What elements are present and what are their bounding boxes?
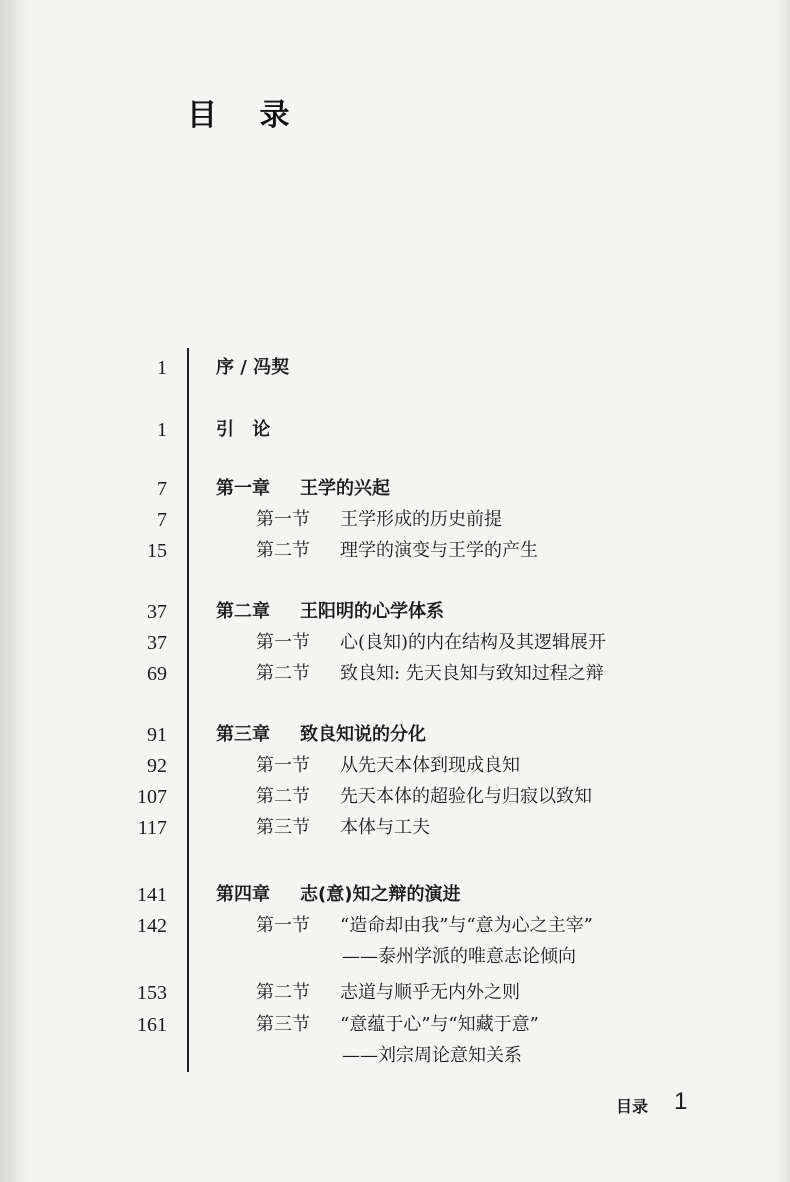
- section-subtitle: ——刘宗周论意知关系: [342, 1045, 522, 1066]
- section-heading: [256, 536, 538, 566]
- section-title: 先天本体的超验化与归寂以致知: [340, 786, 592, 807]
- chapter-title: 志(意)知之辩的演进: [300, 884, 461, 905]
- chapter-heading: [216, 720, 426, 750]
- section-heading: [256, 782, 592, 812]
- toc-row-subtitle: [0, 942, 790, 972]
- section-heading: [256, 628, 606, 658]
- section-title: 理学的演变与王学的产生: [340, 540, 538, 561]
- section-title: 志道与顺乎无内外之则: [340, 982, 520, 1003]
- toc-row-section[interactable]: [0, 659, 790, 689]
- page-number: 37: [147, 601, 167, 623]
- section-title: “意蕴于心”与“知藏于意”: [340, 1014, 539, 1035]
- toc-row-chapter-1[interactable]: [0, 474, 790, 504]
- page-number: 91: [147, 724, 167, 746]
- section-heading: [256, 978, 520, 1008]
- section-title: 心(良知)的内在结构及其逻辑展开: [340, 632, 607, 653]
- toc-row-chapter-2[interactable]: [0, 597, 790, 627]
- page-number: 92: [147, 755, 167, 777]
- page-number: 117: [137, 817, 167, 839]
- toc-row-section[interactable]: [0, 978, 790, 1008]
- page-number: 107: [137, 786, 167, 808]
- toc-row-section[interactable]: [0, 813, 790, 843]
- section-heading: [256, 911, 593, 941]
- section-heading: [256, 505, 502, 535]
- running-footer-title: 目录: [616, 1097, 649, 1116]
- toc-row-subtitle: [0, 1041, 790, 1071]
- chapter-label: 第三章: [216, 724, 270, 745]
- section-label: 第二节: [256, 786, 310, 807]
- page-number: 1: [157, 357, 167, 379]
- section-title: 致良知: 先天良知与致知过程之辩: [340, 663, 604, 684]
- page-number: 15: [147, 540, 167, 562]
- section-heading: [256, 751, 520, 781]
- toc-row-section[interactable]: [0, 536, 790, 566]
- page-number: 69: [147, 663, 167, 685]
- section-title: 王学形成的历史前提: [340, 509, 502, 530]
- chapter-title: 王学的兴起: [300, 478, 390, 499]
- section-title: 从先天本体到现成良知: [340, 755, 520, 776]
- toc-row-section[interactable]: [0, 782, 790, 812]
- section-label: 第二节: [256, 663, 310, 684]
- section-title: “造命却由我”与“意为心之主宰”: [340, 915, 593, 936]
- chapter-title: 致良知说的分化: [300, 724, 426, 745]
- section-label: 第三节: [256, 817, 310, 838]
- toc-row-section[interactable]: [0, 505, 790, 535]
- section-heading: [256, 813, 430, 843]
- toc-row-chapter-3[interactable]: [0, 720, 790, 750]
- section-label: 第三节: [256, 1014, 310, 1035]
- toc-row-section[interactable]: [0, 751, 790, 781]
- section-label: 第一节: [256, 915, 310, 936]
- section-label: 第一节: [256, 755, 310, 776]
- page-number: 7: [157, 509, 167, 531]
- toc-row-section[interactable]: [0, 1010, 790, 1040]
- page-number: 37: [147, 632, 167, 654]
- toc-row-section[interactable]: [0, 628, 790, 658]
- chapter-label: 第一章: [216, 478, 270, 499]
- chapter-heading: [216, 474, 390, 504]
- page-number: 142: [137, 915, 167, 937]
- section-heading: [256, 1010, 539, 1040]
- section-subtitle: ——泰州学派的唯意志论倾向: [342, 946, 576, 967]
- toc-row-introduction[interactable]: [0, 415, 790, 445]
- chapter-label: 第四章: [216, 884, 270, 905]
- page-number: 7: [157, 478, 167, 500]
- toc-row-chapter-4[interactable]: [0, 880, 790, 910]
- preface-title: 序 / 冯契: [216, 357, 290, 378]
- chapter-label: 第二章: [216, 601, 270, 622]
- introduction-title: 引 论: [216, 419, 277, 440]
- section-heading: [256, 659, 604, 689]
- chapter-title: 王阳明的心学体系: [300, 601, 444, 622]
- page-number: 153: [137, 982, 167, 1004]
- page-number: 161: [137, 1014, 167, 1036]
- page-number: 1: [157, 419, 167, 441]
- page-number: 141: [137, 884, 167, 906]
- section-label: 第二节: [256, 540, 310, 561]
- toc-row-section[interactable]: [0, 911, 790, 941]
- toc-row-preface[interactable]: [0, 353, 790, 383]
- section-label: 第一节: [256, 509, 310, 530]
- section-label: 第二节: [256, 982, 310, 1003]
- section-label: 第一节: [256, 632, 310, 653]
- chapter-heading: [216, 880, 460, 910]
- page-title: 目 录: [187, 98, 306, 133]
- section-title: 本体与工夫: [340, 817, 430, 838]
- chapter-heading: [216, 597, 444, 627]
- folio-page-number: 1: [674, 1088, 688, 1115]
